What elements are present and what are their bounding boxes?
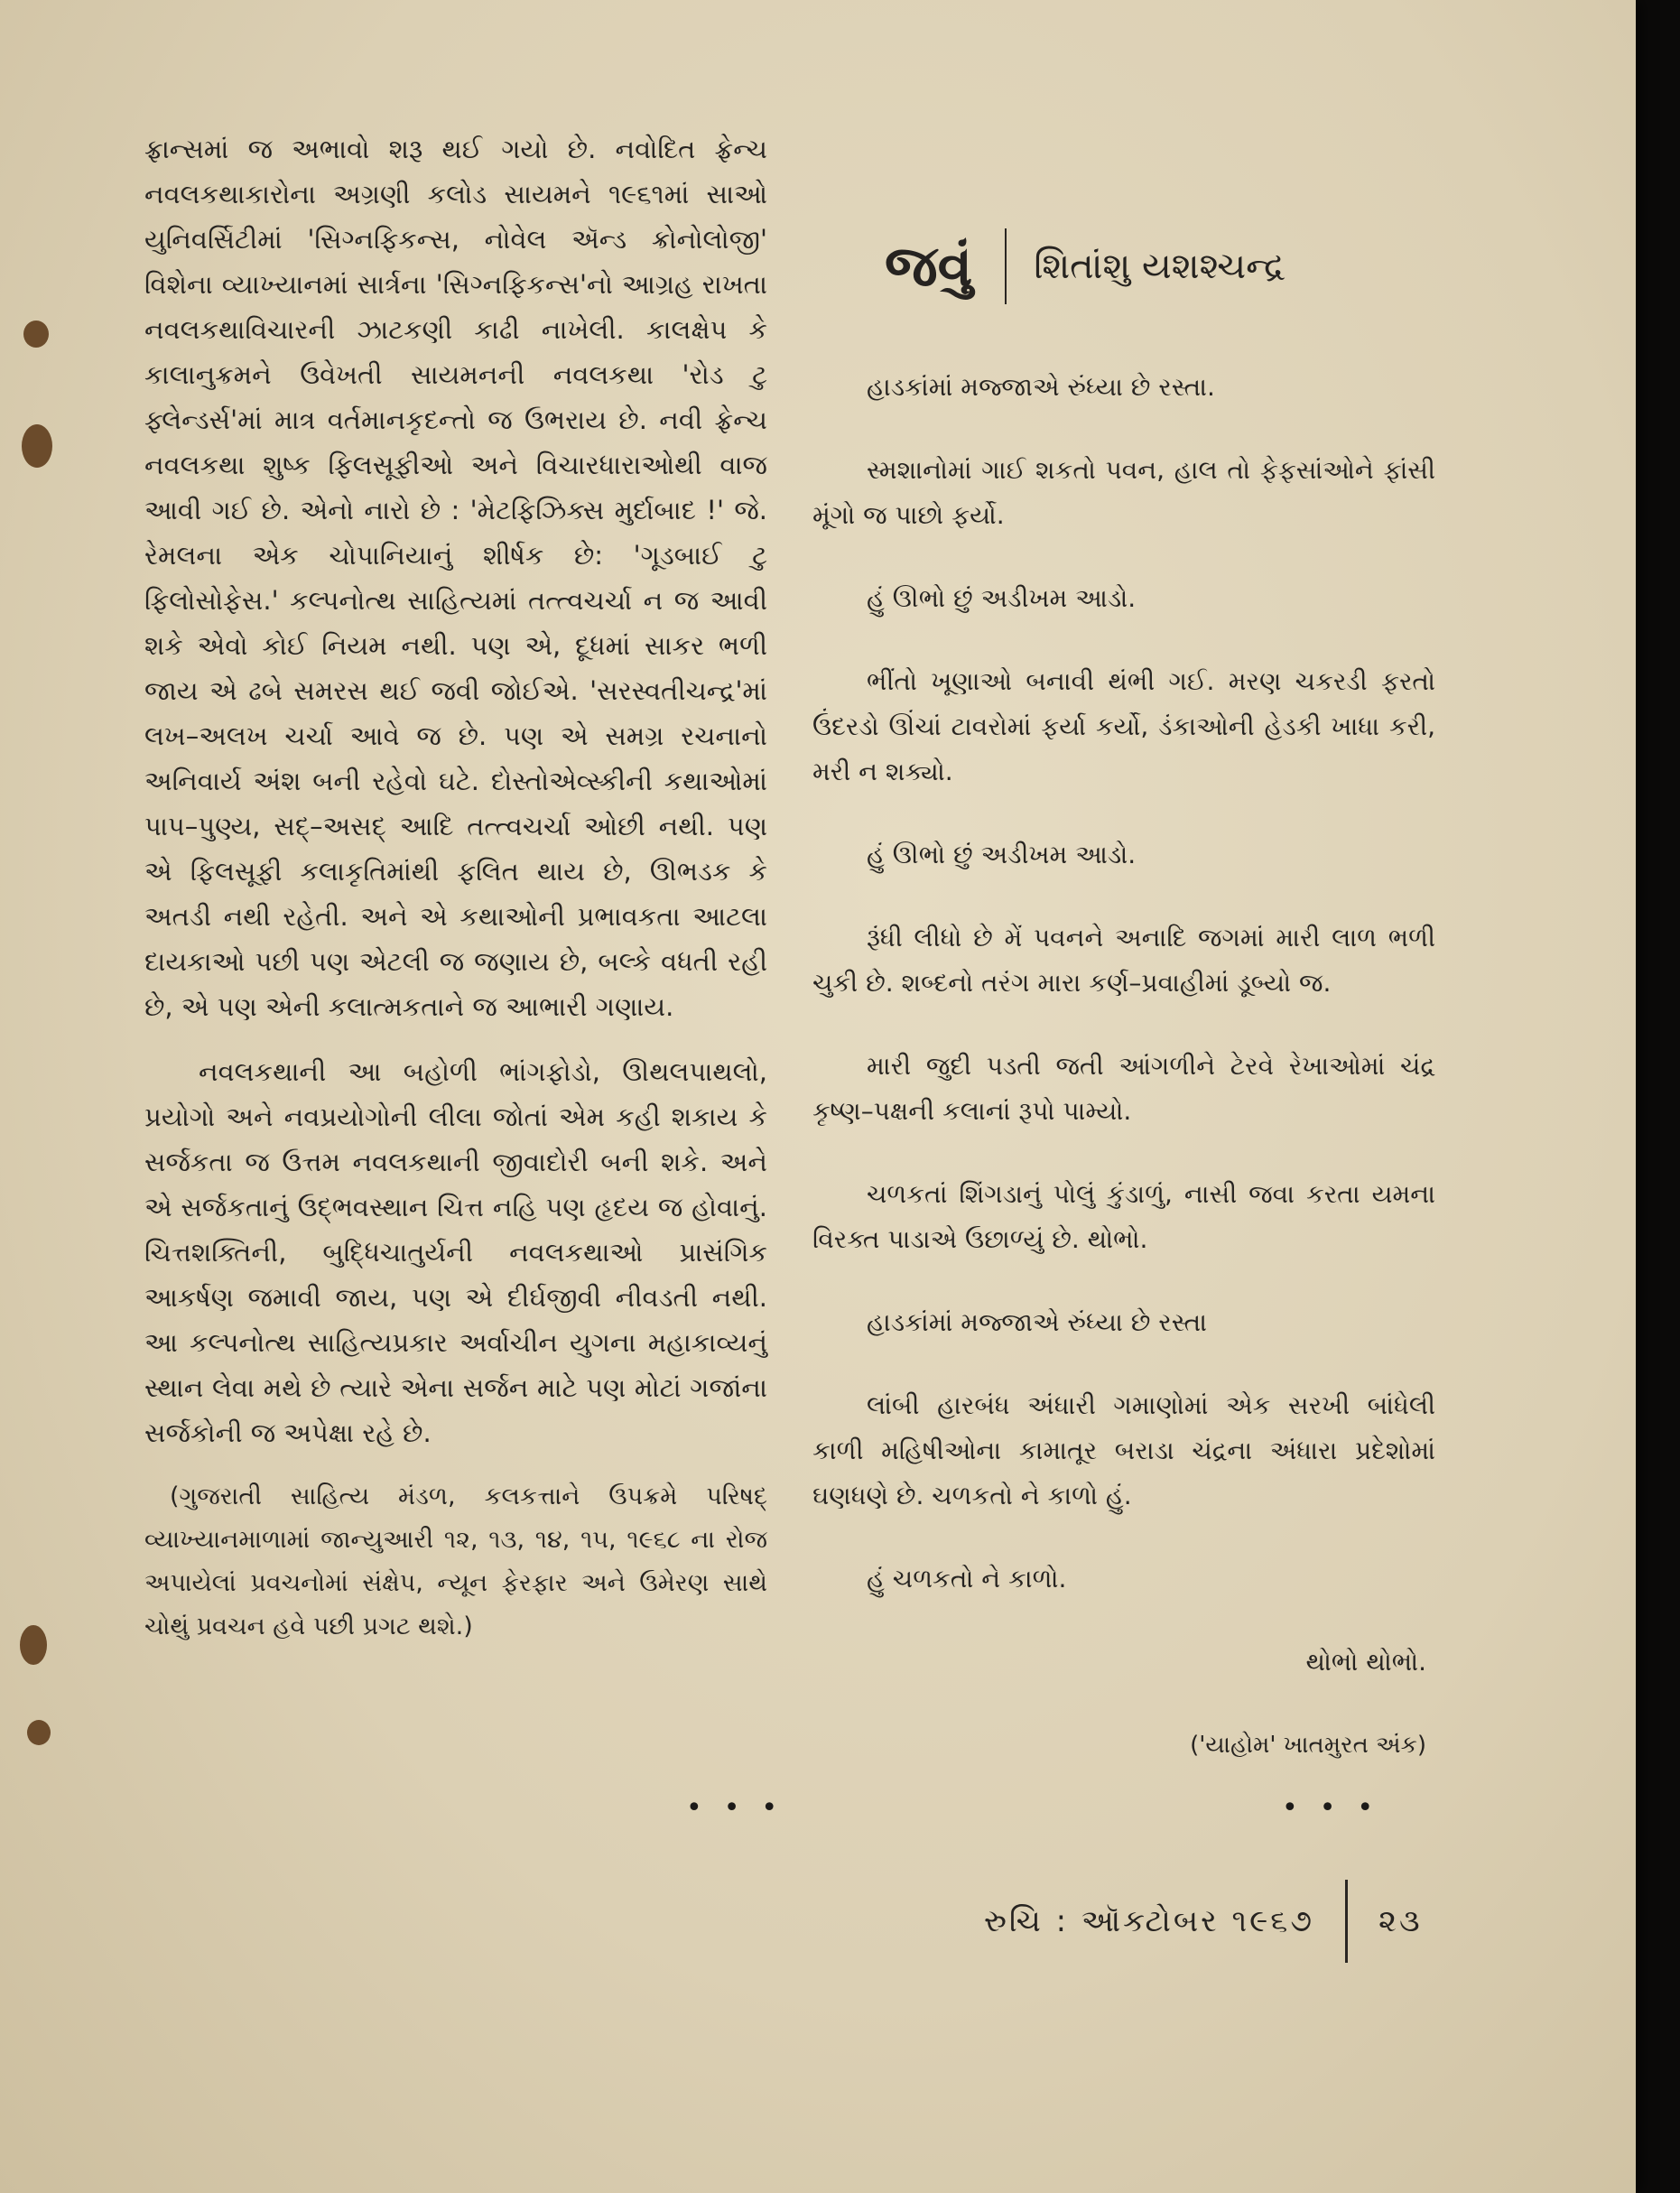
- poem-stanza: હાડકાંમાં મજ્જાએ રુંધ્યા છે રસ્તા: [867, 1307, 1208, 1337]
- poem-title: જવું: [885, 233, 973, 299]
- publication-line: રુચિ : ઑક્ટોબર ૧૯૬૭: [984, 1903, 1314, 1939]
- end-ornament: •••: [1282, 1792, 1396, 1824]
- poem-column: [812, 217, 1435, 1806]
- essay-column: [144, 126, 767, 1649]
- poem-stanza: લાંબી હારબંધ અંધારી ગમાણોમાં એક સરખી બાંધેલી કાળી મહિષીઓના કામાતૂર બરાડા ચંદ્રના અંધારા પ્રદેશોમાં ઘણધણે છે. ચળકતો ને કાળો હું.: [812, 1390, 1435, 1510]
- lecture-note: (ગુજરાતી સાહિત્ય મંડળ, કલકત્તાને ઉપક્રમે પરિષદ્ વ્યાખ્યાનમાળામાં જાન્યુઆરી ૧૨, ૧૩, ૧૪, ૧૫, ૧૯૬૮ ના રોજ અપાયેલાં પ્રવચનોમાં સંક્ષેપ, ન્યૂન ફેરફાર અને ઉમેરણ સાથે ચોથું પ્રવચન હવે પછી પ્રગટ થશે.): [144, 1482, 767, 1640]
- poem-stanza: હું ઊભો છું અડીખમ આડો.: [867, 840, 1137, 869]
- poem-stanza: હું ઊભો છું અડીખમ આડો.: [867, 583, 1137, 613]
- poem-heading: [885, 217, 1435, 316]
- poem-stanza: સ્મશાનોમાં ગાઈ શકતો પવન, હાલ તો ફેફસાંઓને ફાંસી મૂંગો જ પાછો ફર્યો.: [812, 455, 1435, 530]
- end-ornament: •••: [686, 1792, 800, 1824]
- poem-stanza: ચળકતાં શિંગડાનું પોલું કુંડાળું, નાસી જવા કરતા યમના વિરક્ત પાડાએ ઉછાળ્યું છે. થોભો.: [812, 1179, 1435, 1254]
- binding-hole: [22, 424, 52, 468]
- poem-closing: થોભો થોભો.: [1305, 1647, 1426, 1677]
- binding-hole: [20, 1625, 47, 1665]
- poem-stanza: ભીંતો ખૂણાઓ બનાવી થંભી ગઈ. મરણ ચકરડી ફરતો ઉંદરડો ઊંચાં ટાવરોમાં ફર્યા કર્યો, ડંકાઓની હેડકી ખાધા કરી, મરી ન શક્યો.: [812, 666, 1435, 786]
- page-number: ૨૩: [1378, 1903, 1423, 1939]
- poem-source: ('યાહોમ' ખાતમુરત અંક): [1190, 1732, 1426, 1759]
- poem-stanza: રૂંધી લીધો છે મેં પવનને અનાદિ જગમાં મારી લાળ ભળી ચુકી છે. શબ્દનો તરંગ મારા કર્ણ–પ્રવાહીમાં ડૂબ્યો જ.: [812, 923, 1435, 998]
- binding-hole: [23, 321, 49, 348]
- poet-name: શિતાંશુ યશશ્ચન્દ્ર: [1034, 246, 1286, 287]
- poem-stanza: હું ચળકતો ને કાળો.: [867, 1564, 1067, 1594]
- page-footer: [984, 1880, 1423, 1963]
- essay-paragraph: ફ્રાન્સમાં જ અભાવો શરૂ થઈ ગયો છે. નવોદિત ફ્રેન્ચ નવલકથાકારોના અગ્રણી કલોડ સાયમને ૧૯૬૧માં સાઓ યુનિવર્સિટીમાં 'સિગ્નફિકન્સ, નોવેલ ઍન્ડ ક્રોનોલોજી' વિશેના વ્યાખ્યાનમાં સાર્ત્રના 'સિગ્નફિકન્સ'નો આગ્રહ રાખતા નવલકથાવિચારની ઝાટકણી કાઢી નાખેલી. કાલક્ષેપ કે કાલાનુક્રમને ઉવેખતી સાયમનની નવલકથા 'રોડ ટુ ફ્લેન્ડર્સ'માં માત્ર વર્તમાનકૃદન્તો જ ઉભરાય છે. નવી ફ્રેન્ચ નવલકથા શુષ્ક ફિલસૂફીઓ અને વિચારધારાઓથી વાજ આવી ગઈ છે. એનો નારો છે : 'મેટફિઝિક્સ મુર્દાબાદ !' જે. રેમલના એક ચોપાનિયાનું શીર્ષક છે: 'ગૂડબાઈ ટુ ફિલોસોફેસ.' કલ્પનોત્થ સાહિત્યમાં તત્ત્વચર્ચા ન જ આવી શકે એવો કોઈ નિયમ નથી. પણ એ, દૂધમાં સાકર ભળી જાય એ ઢબે સમરસ થઈ જવી જોઈએ. 'સરસ્વતીચન્દ્ર'માં લખ–અલખ ચર્ચા આવે જ છે. પણ એ સમગ્ર રચનાનો અનિવાર્ય અંશ બની રહેવો ઘટે. દોસ્તોએવ્સ્કીની કથાઓમાં પાપ–પુણ્ય, સદ્–અસદ્ આદિ તત્ત્વચર્ચા ઓછી નથી. પણ એ ફિલસૂફી કલાકૃતિમાંથી ફલિત થાય છે, ઊભડક કે અતડી નથી રહેતી. અને એ કથાઓની પ્રભાવકતા આટલા દાયકાઓ પછી પણ એટલી જ જણાય છે, બલ્કે વધતી રહી છે, એ પણ એની કલાત્મકતાને જ આભારી ગણાય.: [144, 134, 767, 1022]
- poem-stanza: હાડકાંમાં મજ્જાએ રુંધ્યા છે રસ્તા.: [867, 372, 1215, 402]
- binding-hole: [27, 1720, 51, 1745]
- poem-stanza: મારી જુદી પડતી જતી આંગળીને ટેરવે રેખાઓમાં ચંદ્ર કૃષ્ણ–પક્ષની કલાનાં રૂપો પામ્યો.: [812, 1051, 1435, 1126]
- essay-paragraph: નવલકથાની આ બહોળી ભાંગફોડો, ઊથલપાથલો, પ્રયોગો અને નવપ્રયોગોની લીલા જોતાં એમ કહી શકાય કે સર્જકતા જ ઉત્તમ નવલકથાની જીવાદોરી બની શકે. અને એ સર્જકતાનું ઉદ્ભવસ્થાન ચિત્ત નહિ પણ હૃદય જ હોવાનું. ચિત્તશક્તિની, બુદ્ધિચાતુર્યની નવલકથાઓ પ્રાસંગિક આકર્ષણ જમાવી જાય, પણ એ દીર્ઘજીવી નીવડતી નથી. આ કલ્પનોત્થ સાહિત્યપ્રકાર અર્વાચીન યુગના મહાકાવ્યનું સ્થાન લેવા મથે છે ત્યારે એના સર્જન માટે પણ મોટાં ગજાંના સર્જકોની જ અપેક્ષા રહે છે.: [144, 1056, 767, 1448]
